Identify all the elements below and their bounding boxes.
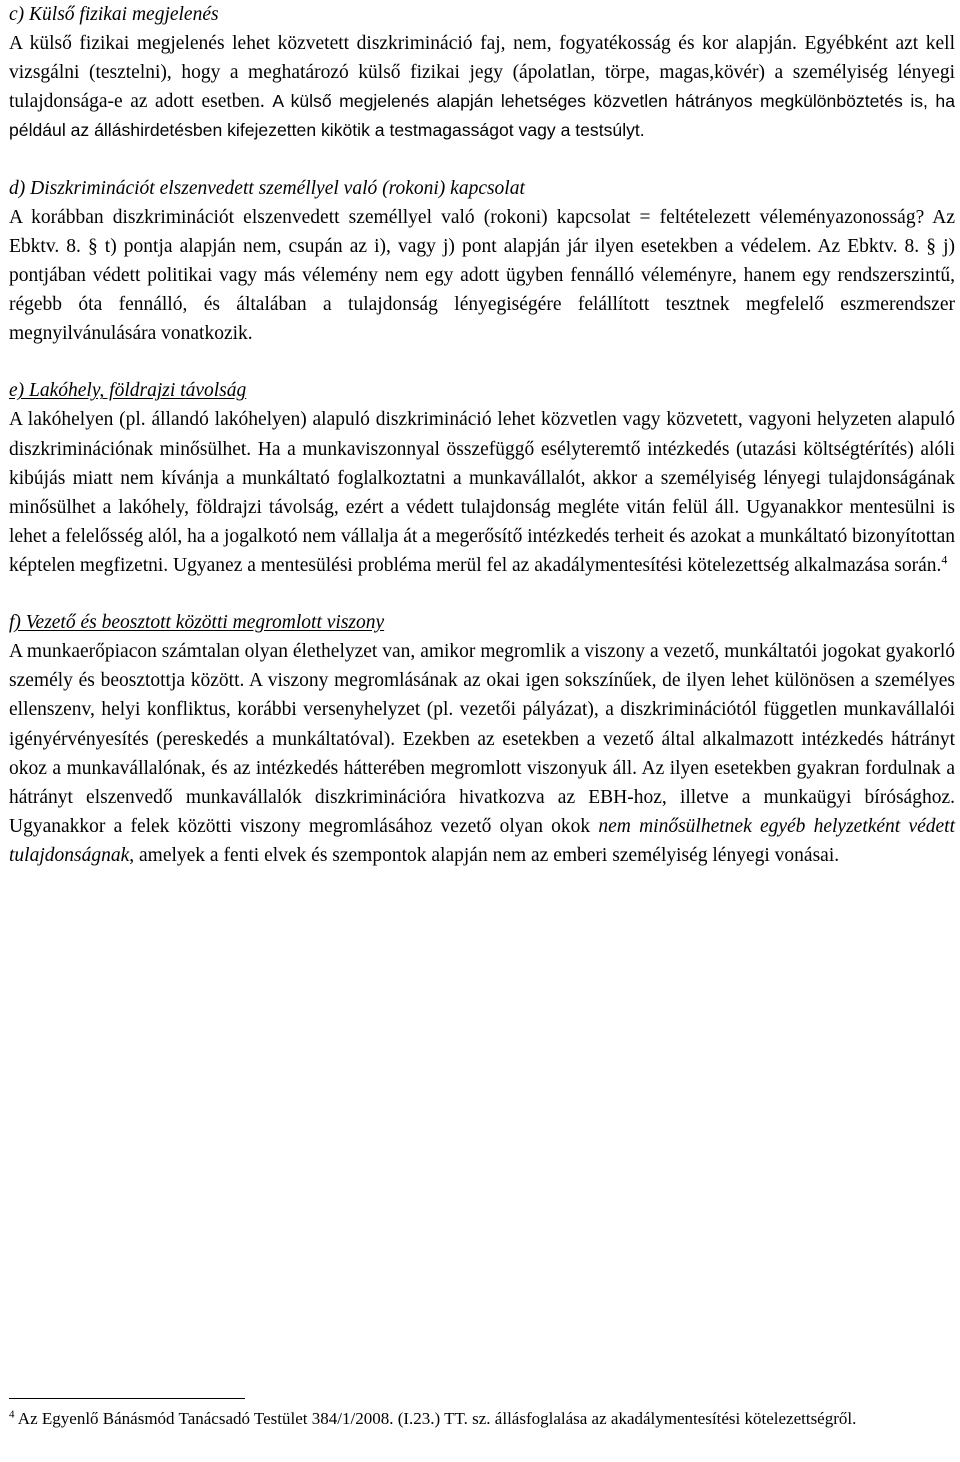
section-f-text-2: , amelyek a fenti elvek és szempontok alapján nem az emberi személyiség lényegi vonásai. [129, 844, 840, 866]
section-c-paragraph [9, 29, 955, 145]
document-page [9, 0, 955, 870]
section-e-text: A lakóhelyen (pl. állandó lakóhelyen) alapuló diszkrimináció lehet közvetlen vagy közvetett, vagyoni helyzeten alapuló diszkriminációnak minősülhet. Ha a munkaviszonnyal összefüggő esélyteremtő intézkedés (utazási költségtérítés) alóli kibújás miatt nem kívánja a munkáltató foglalkoztatni a munkavállalót, akkor a személyiség lényegi tulajdonságának minősülhet a lakóhely, földrajzi távolság, ezért a védett tulajdonság megléte vitán felül áll. Ugyanakkor mentesülni is lehet a felelősség alól, ha a jogalkotó nem vállalja át a megerősítő intézkedés terheit és azokat a munkáltató bizonyítottan képtelen megfizetni. Ugyanez a mentesülési probléma merül fel az akadálymentesítési kötelezettség alkalmazása során. [9, 409, 955, 576]
section-c-text: A külső fizikai megjelenés lehet közvetett diszkrimináció faj, nem, fogyatékosság és kor alapján. Egyébként azt kell vizsgálni (tesztelni), hogy a meghatározó külső fizikai jegy (ápolatlan, törpe, magas,kövér) a személyiség lényegi tulajdonsága-e az adott esetben. [9, 33, 955, 113]
footnote-separator [9, 1398, 245, 1399]
section-e-heading: e) Lakóhely, földrajzi távolság [9, 380, 247, 402]
footnote-reference[interactable]: 4 [941, 552, 948, 567]
section-gap [9, 580, 955, 608]
section-f [9, 608, 955, 870]
footnote [9, 1406, 955, 1431]
section-c [9, 0, 955, 146]
section-e [9, 376, 955, 580]
section-f-italic-phrase: nem minősülhetnek egyéb helyzetként védett tulajdonságnak [9, 815, 955, 866]
section-d [9, 174, 955, 349]
section-f-heading: f) Vezető és beosztott közötti megromlott viszony [9, 612, 385, 634]
section-gap [9, 146, 955, 174]
section-c-text-sans: A külső megjelenés alapján lehetséges közvetlen hátrányos megkülönböztetés is, ha például az álláshirdetésben kifejezetten kikötik a testmagasságot vagy a testsúlyt. [9, 91, 956, 141]
section-d-paragraph: A korábban diszkriminációt elszenvedett személlyel való (rokoni) kapcsolat = feltételezett véleményazonosság? Az Ebktv. 8. § t) pontja alapján nem, csupán az i), vagy j) pont alapján jár ilyen esetekben a védelem. Az Ebktv. 8. § j) pontjában védett politikai vagy más vélemény nem egy adott ügyben fennálló véleményre, hanem egy rendszerszintű, régebb óta fennálló, és általában a tulajdonság lényegiségére felállított tesztnek megfelelő eszmerendszer megnyilvánulására vonatkozik. [9, 206, 955, 345]
section-c-heading: c) Külső fizikai megjelenés [9, 4, 219, 25]
section-e-paragraph [9, 405, 955, 580]
section-gap [9, 348, 955, 376]
footnote-text: Az Egyenlő Bánásmód Tanácsadó Testület 384/1/2008. (I.23.) TT. sz. állásfoglalása az akadálymentesítési kötelezettségről. [14, 1409, 857, 1428]
section-d-heading: d) Diszkriminációt elszenvedett személlyel való (rokoni) kapcsolat [9, 177, 525, 199]
section-f-text-1: A munkaerőpiacon számtalan olyan élethelyzet van, amikor megromlik a viszony a vezető, munkáltatói jogokat gyakorló személy és beosztottja között. A viszony megromlásának az okai igen sokszínűek, de ilyen lehet különösen a személyes ellenszenv, helyi konfliktus, korábbi versenyhelyzet (pl. vezetői pályázat), a diszkriminációtól független munkavállalói igényérvényesítés (pereskedés a munkáltatóval). Ezekben az esetekben a vezető által alkalmazott intézkedés hátrányt okoz a munkavállalónak, és az intézkedés hátterében megromlott viszonyuk áll. Az ilyen esetekben gyakran fordulnak a hátrányt elszenvedő munkavállalók diszkriminációra hivatkozva az EBH-hoz, illetve a munkaügyi bírósághoz. Ugyanakkor a felek közötti viszony megromlásához vezető olyan okok [9, 641, 955, 837]
section-f-paragraph [9, 637, 955, 870]
footnote-number: 4 [9, 1408, 15, 1421]
